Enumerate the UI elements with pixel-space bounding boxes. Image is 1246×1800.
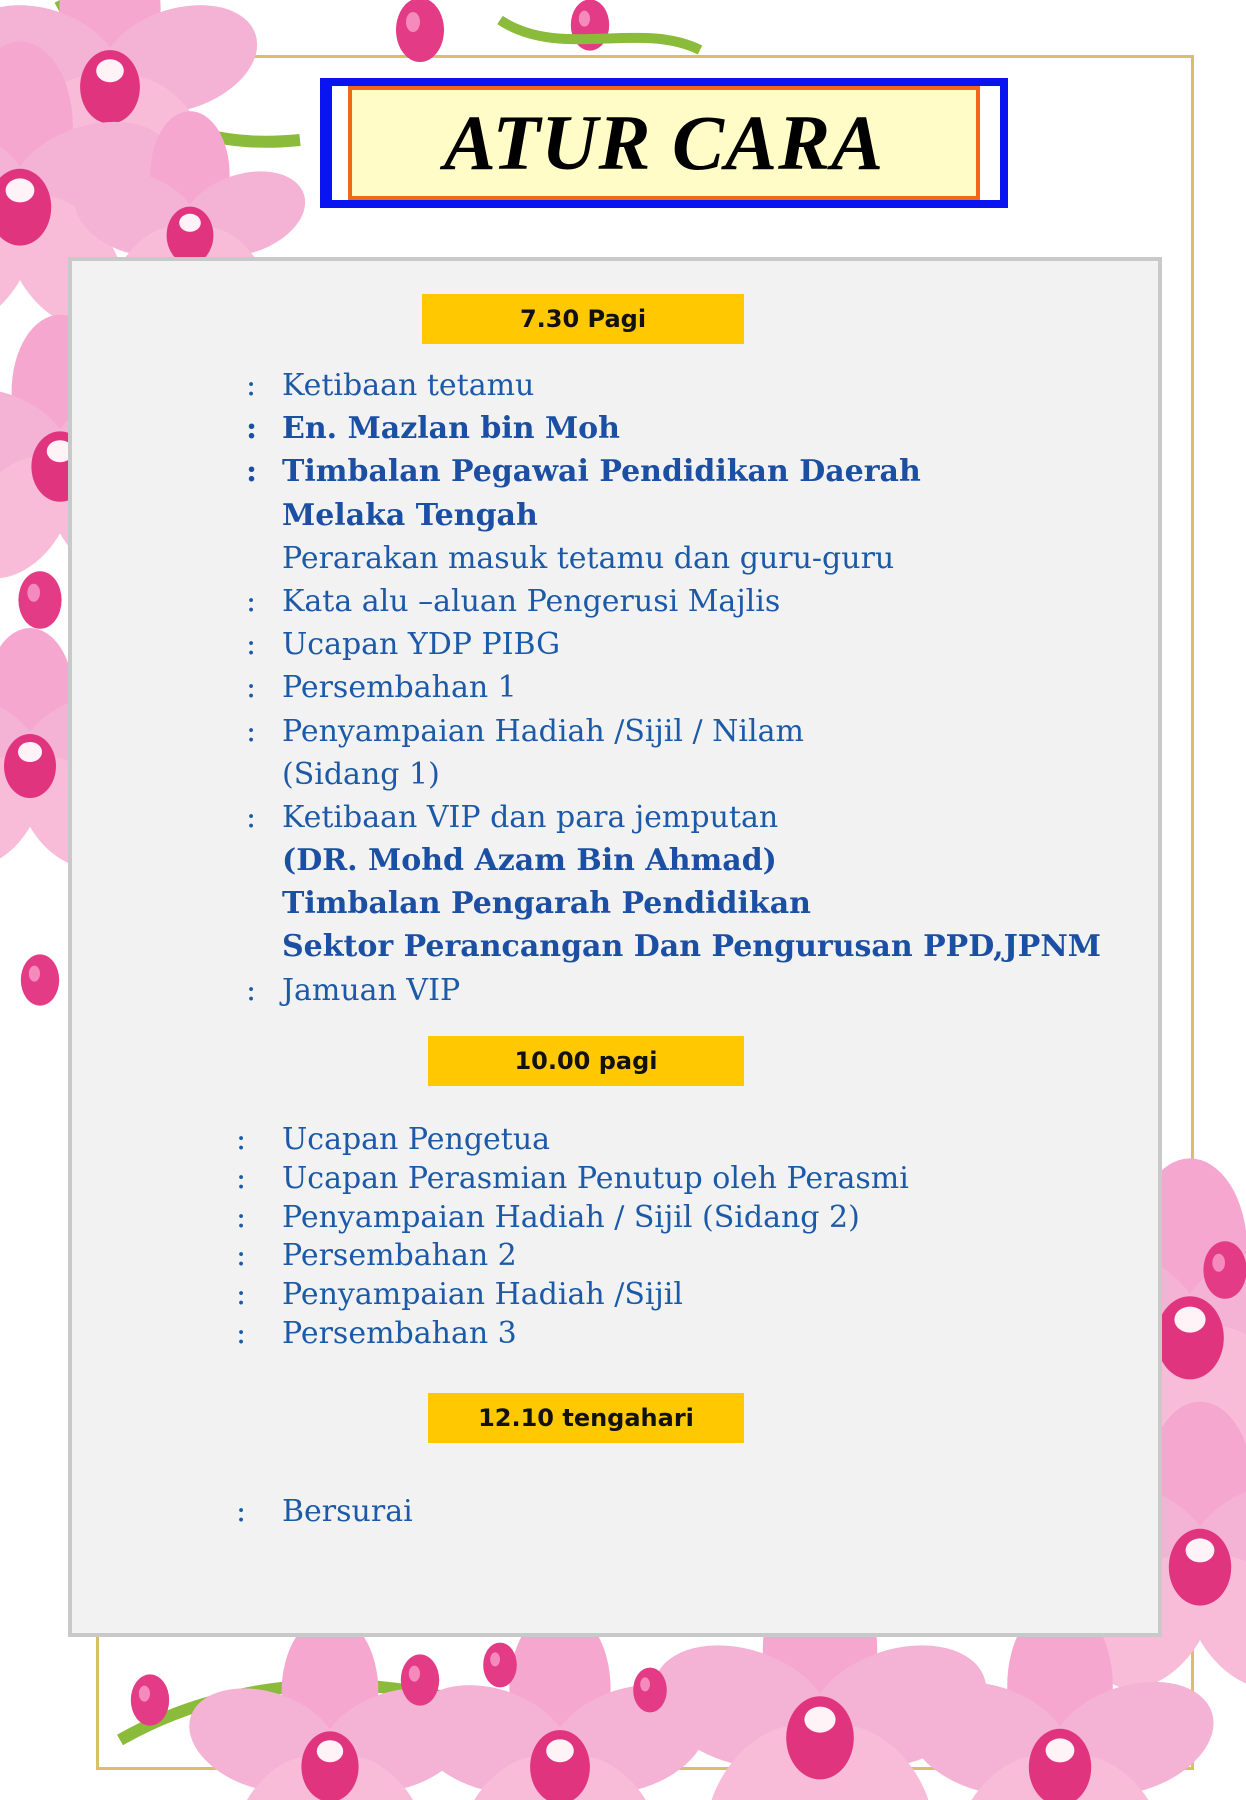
item-colon: : — [246, 973, 257, 1008]
item-colon: : — [246, 584, 257, 619]
bud-icon — [396, 0, 444, 62]
item-colon: : — [246, 800, 257, 835]
item-text: Ketibaan VIP dan para jemputan — [282, 800, 779, 835]
item-text: Kata alu –aluan Pengerusi Majlis — [282, 584, 781, 619]
program-item — [0, 409, 1246, 449]
program-item — [0, 755, 1246, 795]
item-text: Ucapan YDP PIBG — [282, 627, 561, 662]
item-text: (DR. Mohd Azam Bin Ahmad) — [282, 843, 777, 878]
program-item — [0, 1492, 1246, 1532]
program-item — [0, 582, 1246, 622]
item-colon: : — [236, 1200, 247, 1235]
program-item — [0, 841, 1246, 881]
item-text: Bersurai — [282, 1494, 413, 1529]
program-item — [0, 971, 1246, 1011]
time-label: 7.30 Pagi — [422, 294, 744, 344]
program-item — [0, 1159, 1246, 1199]
program-item — [0, 366, 1246, 406]
item-colon: : — [246, 368, 257, 403]
bud-icon — [401, 1654, 439, 1705]
program-item — [0, 539, 1246, 579]
program-item — [0, 1314, 1246, 1354]
item-text: Penyampaian Hadiah / Sijil (Sidang 2) — [282, 1200, 860, 1235]
program-item — [0, 1120, 1246, 1160]
program-item — [0, 712, 1246, 752]
item-text: Ketibaan tetamu — [282, 368, 535, 403]
item-text: Penyampaian Hadiah /Sijil / Nilam — [282, 714, 804, 749]
item-colon: : — [236, 1494, 247, 1529]
title-box — [348, 86, 980, 200]
time-label: 10.00 pagi — [428, 1036, 744, 1086]
item-colon: : — [236, 1122, 247, 1157]
program-item — [0, 884, 1246, 924]
item-text: Perarakan masuk tetamu dan guru-guru — [282, 541, 895, 576]
program-item — [0, 452, 1246, 492]
program-item — [0, 625, 1246, 665]
item-text: Ucapan Pengetua — [282, 1122, 551, 1157]
item-colon: : — [236, 1277, 247, 1312]
program-item — [0, 668, 1246, 708]
item-text: Timbalan Pengarah Pendidikan — [282, 886, 811, 921]
bud-icon — [483, 1643, 517, 1688]
item-text: Persembahan 1 — [282, 670, 517, 705]
item-colon: : — [236, 1238, 247, 1273]
bud-icon — [633, 1668, 667, 1713]
program-item — [0, 1275, 1246, 1315]
item-text: Ucapan Perasmian Penutup oleh Perasmi — [282, 1161, 909, 1196]
item-text: Sektor Perancangan Dan Pengurusan PPD,JPNM — [282, 929, 1101, 964]
item-text: (Sidang 1) — [282, 757, 440, 792]
item-text: Timbalan Pegawai Pendidikan Daerah — [282, 454, 921, 489]
program-item — [0, 798, 1246, 838]
item-text: Persembahan 2 — [282, 1238, 517, 1273]
item-colon: : — [236, 1161, 247, 1196]
item-text: Penyampaian Hadiah /Sijil — [282, 1277, 683, 1312]
item-colon: : — [246, 670, 257, 705]
program-item — [0, 496, 1246, 536]
item-text: Persembahan 3 — [282, 1316, 517, 1351]
program-item — [0, 1198, 1246, 1238]
item-text: Jamuan VIP — [282, 973, 461, 1008]
page-title: ATUR CARA — [443, 99, 885, 186]
item-colon: : — [246, 714, 257, 749]
item-text: Melaka Tengah — [282, 498, 538, 533]
program-item — [0, 927, 1246, 967]
item-text: En. Mazlan bin Moh — [282, 411, 620, 446]
time-label: 12.10 tengahari — [428, 1393, 744, 1443]
bud-icon — [131, 1674, 169, 1725]
item-colon: : — [246, 454, 258, 489]
item-colon: : — [246, 411, 258, 446]
item-colon: : — [246, 627, 257, 662]
program-item — [0, 1236, 1246, 1276]
item-colon: : — [236, 1316, 247, 1351]
